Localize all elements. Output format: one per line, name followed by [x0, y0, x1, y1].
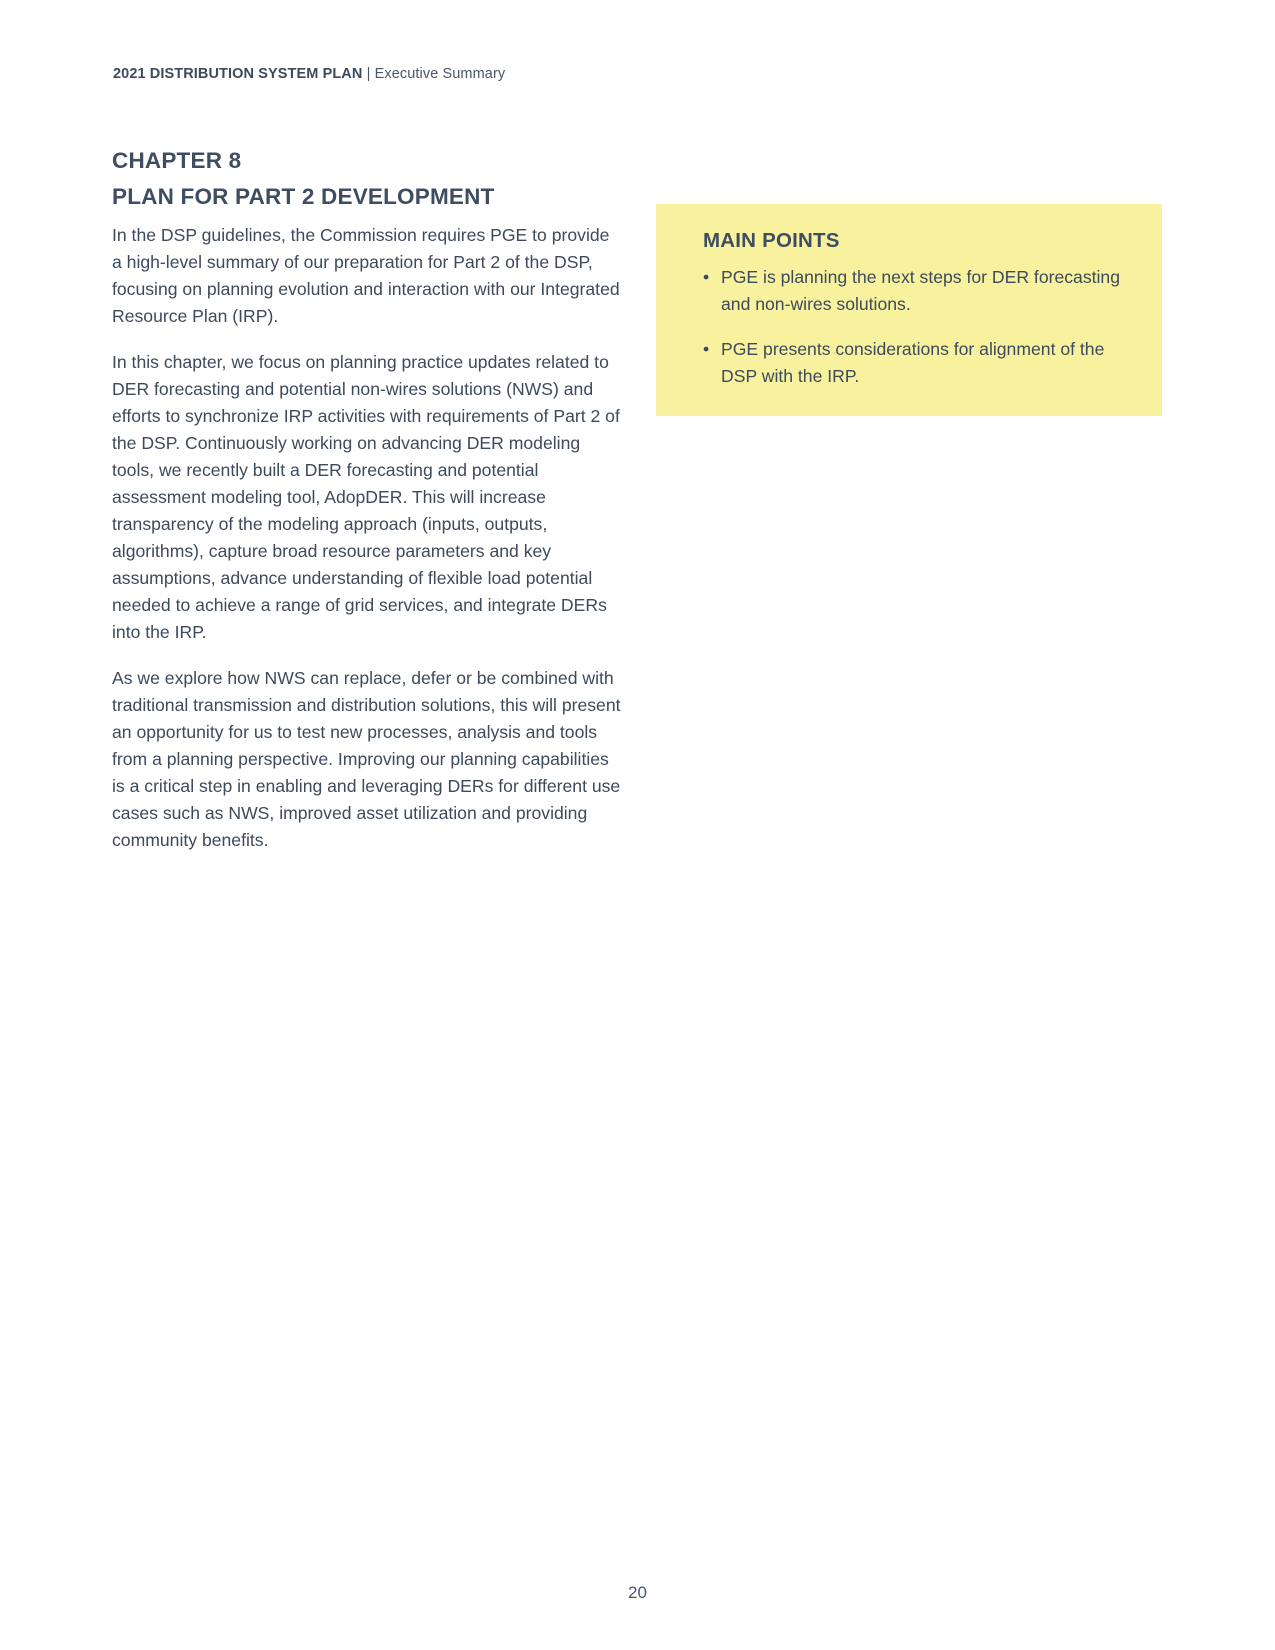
body-paragraph: As we explore how NWS can replace, defer or be combined with traditional transmission and distribution solutions, this will present an opportunity for us to test new processes, analysis and tools from a planning perspective. Improving our planning capabilities is a critical step in enabling and leveraging DERs for different use cases such as NWS, improved asset utilization and providing community benefits.	[112, 668, 621, 850]
header-separator: |	[366, 66, 371, 82]
document-title: 2021 DISTRIBUTION SYSTEM PLAN	[113, 66, 363, 82]
chapter-number: CHAPTER 8	[112, 148, 242, 173]
body-paragraph: In this chapter, we focus on planning practice updates related to DER forecasting and potential non-wires solutions (NWS) and efforts to synchronize IRP activities with requirements of Part 2 of the DSP. Continuously working on advancing DER modeling tools, we recently built a DER forecasting and potential assessment modeling tool, AdopDER. This will increase transparency of the modeling approach (inputs, outputs, algorithms), capture broad resource parameters and key assumptions, advance understanding of flexible load potential needed to achieve a range of grid services, and integrate DERs into the IRP.	[112, 352, 620, 642]
main-point-item	[703, 264, 1122, 318]
chapter-title: PLAN FOR PART 2 DEVELOPMENT	[112, 184, 495, 209]
main-points-title: MAIN POINTS	[703, 229, 840, 252]
main-point-item	[703, 336, 1122, 390]
page-number: 20	[628, 1583, 647, 1602]
main-point-text: PGE presents considerations for alignment of the DSP with the IRP.	[721, 339, 1105, 386]
main-points-callout	[656, 204, 1162, 416]
bullet-icon: •	[703, 267, 710, 287]
chapter-heading	[112, 143, 632, 215]
main-point-text: PGE is planning the next steps for DER forecasting and non-wires solutions.	[721, 267, 1120, 314]
body-text	[112, 222, 624, 873]
running-header	[113, 66, 505, 82]
body-paragraph: In the DSP guidelines, the Commission requires PGE to provide a high-level summary of our preparation for Part 2 of the DSP, focusing on planning evolution and interaction with our Integrated Resource Plan (IRP).	[112, 225, 620, 326]
main-points-list	[703, 264, 1122, 390]
bullet-icon: •	[703, 339, 710, 359]
section-name: Executive Summary	[374, 66, 506, 82]
